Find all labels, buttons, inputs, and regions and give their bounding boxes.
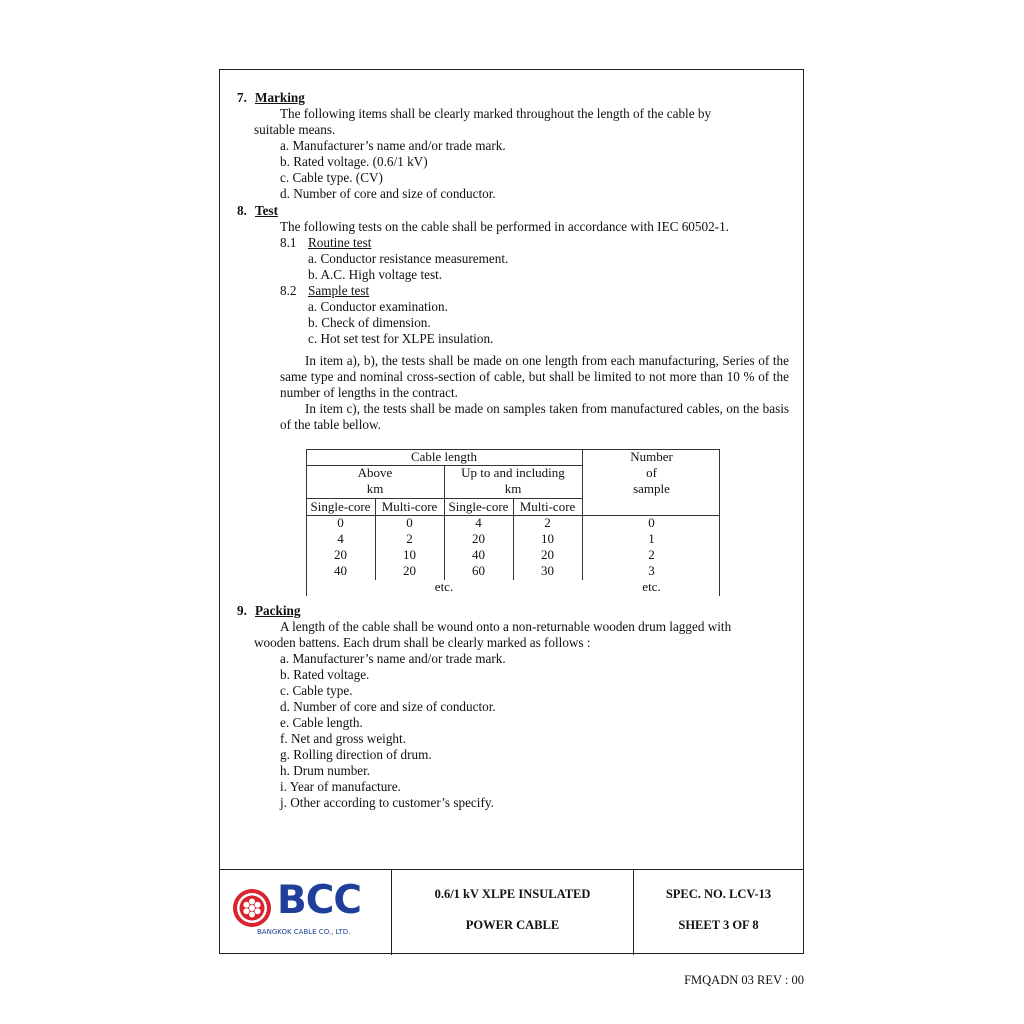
table-cell: 20 [403,563,416,578]
section-9-item: a. Manufacturer’s name and/or trade mark. [280,651,506,666]
table-header-upto-unit: km [504,481,522,496]
section-9-heading: Packing [255,603,301,618]
section-8-paragraph-2: In item c), the tests shall be made on samples taken from manufactured cables, on the basis of the table bellow. [280,401,789,432]
section-7-item: b. Rated voltage. (0.6/1 kV) [280,154,428,169]
section-7-item: a. Manufacturer’s name and/or trade mark. [280,138,506,153]
spec-cell [634,870,803,955]
table-cell: 20 [472,531,485,546]
section-9-item: b. Rated voltage. [280,667,370,682]
section-7-para-line2: suitable means. [254,122,336,137]
section-9-item: j. Other according to customer’s specify. [280,795,494,810]
table-cell: 2 [544,515,551,530]
routine-test-item: a. Conductor resistance measurement. [308,251,509,266]
sheet-number: SHEET 3 OF 8 [678,918,759,932]
table-cell: 10 [403,547,416,562]
section-9-item: h. Drum number. [280,763,371,778]
table-header-above-unit: km [366,481,384,496]
section-9-para-line1: A length of the cable shall be wound onto a non-returnable wooden drum lagged with [280,619,732,634]
table-header-upto: Up to and including [461,465,565,480]
section-9-item: i. Year of manufacture. [280,779,401,794]
routine-test-number: 8.1 [280,235,297,250]
sample-test-title: Sample test [308,283,370,298]
table-etc-left: etc. [434,579,454,594]
section-9-para-line2: wooden battens. Each drum shall be clearly marked as follows : [254,635,591,650]
section-9-item: g. Rolling direction of drum. [280,747,432,762]
product-title-line2: POWER CABLE [465,918,560,932]
product-title-cell [392,870,634,955]
table-etc-right: etc. [642,579,661,594]
sample-test-item: c. Hot set test for XLPE insulation. [308,331,494,346]
table-cell: 2 [406,531,413,546]
table-header-number: Number [630,449,673,464]
title-block [220,869,803,955]
section-7-item: d. Number of core and size of conductor. [280,186,496,201]
table-col-header: Multi-core [381,499,438,514]
section-8-number: 8. [237,203,247,218]
section-9-item: d. Number of core and size of conductor. [280,699,496,714]
table-cell: 0 [406,515,413,530]
table-cell: 2 [648,547,655,562]
form-revision-code: FMQADN 03 REV : 00 [684,973,804,987]
section-9-number: 9. [237,603,247,618]
section-8-paragraph-1: In item a), b), the tests shall be made on one length from each manufacturing, Series of the same type and nominal cross-section of cable, but shall be limited to not more than 10 % of the number of lengths in the contract. [280,353,789,400]
table-header-sample: sample [633,481,670,496]
table-cell: 20 [541,547,554,562]
routine-test-item: b. A.C. High voltage test. [308,267,443,282]
section-7-number: 7. [237,90,247,105]
table-cell: 0 [648,515,655,530]
table-cell: 20 [334,547,347,562]
table-cell: 0 [337,515,344,530]
routine-test-title: Routine test [308,235,372,250]
table-col-header: Single-core [448,499,509,514]
table-col-header: Multi-core [519,499,576,514]
logo-cell [220,870,392,955]
document-body [220,70,803,870]
table-cell: 1 [648,531,655,546]
section-7-item: c. Cable type. (CV) [280,170,383,185]
sample-table [306,449,720,596]
table-cell: 60 [472,563,485,578]
document-sheet [219,69,804,954]
section-8-intro: The following tests on the cable shall be performed in accordance with IEC 60502-1. [280,219,729,234]
sample-test-item: a. Conductor examination. [308,299,448,314]
section-7-para-line1: The following items shall be clearly marked throughout the length of the cable by [280,106,712,121]
section-8-heading: Test [255,203,278,218]
section-9-item: f. Net and gross weight. [280,731,406,746]
section-7-heading: Marking [255,90,305,105]
table-cell: 10 [541,531,554,546]
table-header-cable-length: Cable length [410,449,478,464]
spec-number: SPEC. NO. LCV-13 [665,887,772,901]
table-cell: 30 [541,563,554,578]
table-header-of: of [646,465,657,480]
table-cell: 4 [337,531,344,546]
section-9-item: c. Cable type. [280,683,353,698]
logo-company-name: BANGKOK CABLE CO., LTD. [257,928,351,936]
table-col-header: Single-core [310,499,371,514]
sample-test-number: 8.2 [280,283,297,298]
table-cell: 40 [472,547,485,562]
sample-test-item: b. Check of dimension. [308,315,431,330]
logo-wordmark: BCC [277,878,361,923]
section-9-item: e. Cable length. [280,715,363,730]
table-cell: 3 [648,563,655,578]
table-cell: 4 [475,515,482,530]
table-header-above: Above [357,465,393,480]
product-title-line1: 0.6/1 kV XLPE INSULATED [434,887,591,901]
table-cell: 40 [334,563,347,578]
